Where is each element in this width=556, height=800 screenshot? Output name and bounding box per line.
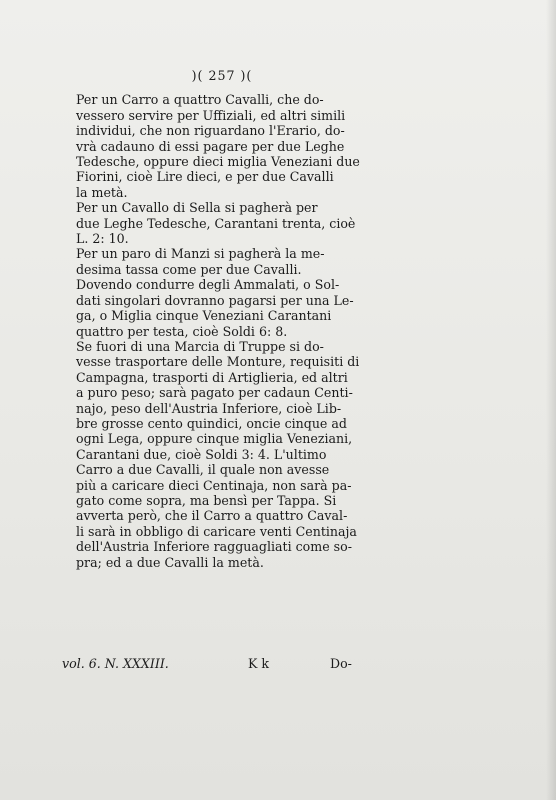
text-line: dell'Austria Inferiore ragguagliati come so- (76, 539, 352, 555)
catchword: Do- (330, 656, 352, 671)
text-line: la metà. (76, 184, 128, 200)
text-line: desima tassa come per due Cavalli. (76, 261, 302, 277)
paragraph (62, 200, 382, 246)
page-number: )( 257 )( (191, 68, 253, 83)
text-line: bre grosse cento quindici, oncie cinque ad (76, 415, 347, 431)
text-line: ogni Lega, oppure cinque miglia Veneziani, (76, 431, 353, 447)
text-line: Per un paro di Manzi si pagherà la me- (76, 246, 325, 262)
text-line: più a caricare dieci Centinaja, non sarà pa- (76, 477, 352, 493)
text-line: Per un Cavallo di Sella si pagherà per (76, 200, 318, 216)
paragraph (62, 92, 382, 200)
volume-signature: vol. 6. N. XXXIII. (62, 656, 169, 671)
paragraphs-container (62, 92, 382, 570)
text-line: vrà cadauno di essi pagare per due Leghe (76, 138, 345, 154)
text-line: vessero servire per Uffiziali, ed altri simili (76, 107, 346, 123)
text-line: Carro a due Cavalli, il quale non avesse (76, 462, 330, 478)
text-line: Per un Carro a quattro Cavalli, che do- (76, 92, 324, 108)
text-line: dati singolari dovranno pagarsi per una Le- (76, 292, 354, 308)
text-line: Dovendo condurre degli Ammalati, o Sol- (76, 277, 340, 293)
text-line: vesse trasportare delle Monture, requisiti di (76, 354, 360, 370)
paragraph (62, 246, 382, 277)
text-line: Fiorini, cioè Lire dieci, e per due Cavalli (76, 169, 334, 185)
text-line: li sarà in obbligo di caricare venti Centinaja (76, 523, 357, 539)
text-line: Tedesche, oppure dieci miglia Veneziani due (76, 154, 360, 170)
text-line: Carantani due, cioè Soldi 3: 4. L'ultimo (76, 446, 327, 462)
paragraph (62, 277, 382, 339)
text-line: najo, peso dell'Austria Inferiore, cioè Lib- (76, 400, 342, 416)
text-line: avverta però, che il Carro a quattro Caval- (76, 508, 348, 524)
text-line: pra; ed a due Cavalli la metà. (76, 554, 264, 570)
text-line: Se fuori di una Marcia di Truppe si do- (76, 338, 324, 354)
page-text (62, 68, 382, 570)
paragraph (62, 339, 382, 570)
text-line: gato come sopra, ma bensì per Tappa. Si (76, 492, 337, 508)
text-line: quattro per testa, cioè Soldi 6: 8. (76, 323, 288, 339)
text-line: L. 2: 10. (76, 231, 129, 247)
sheet-mark: K k (248, 656, 270, 671)
text-line: due Leghe Tedesche, Carantani trenta, cioè (76, 215, 356, 231)
text-line: a puro peso; sarà pagato per cadaun Centi- (76, 385, 353, 401)
text-line: individui, che non riguardano l'Erario, do- (76, 123, 345, 139)
text-line: Campagna, trasporti di Artiglieria, ed altri (76, 369, 348, 385)
text-line: ga, o Miglia cinque Veneziani Carantani (76, 308, 332, 324)
